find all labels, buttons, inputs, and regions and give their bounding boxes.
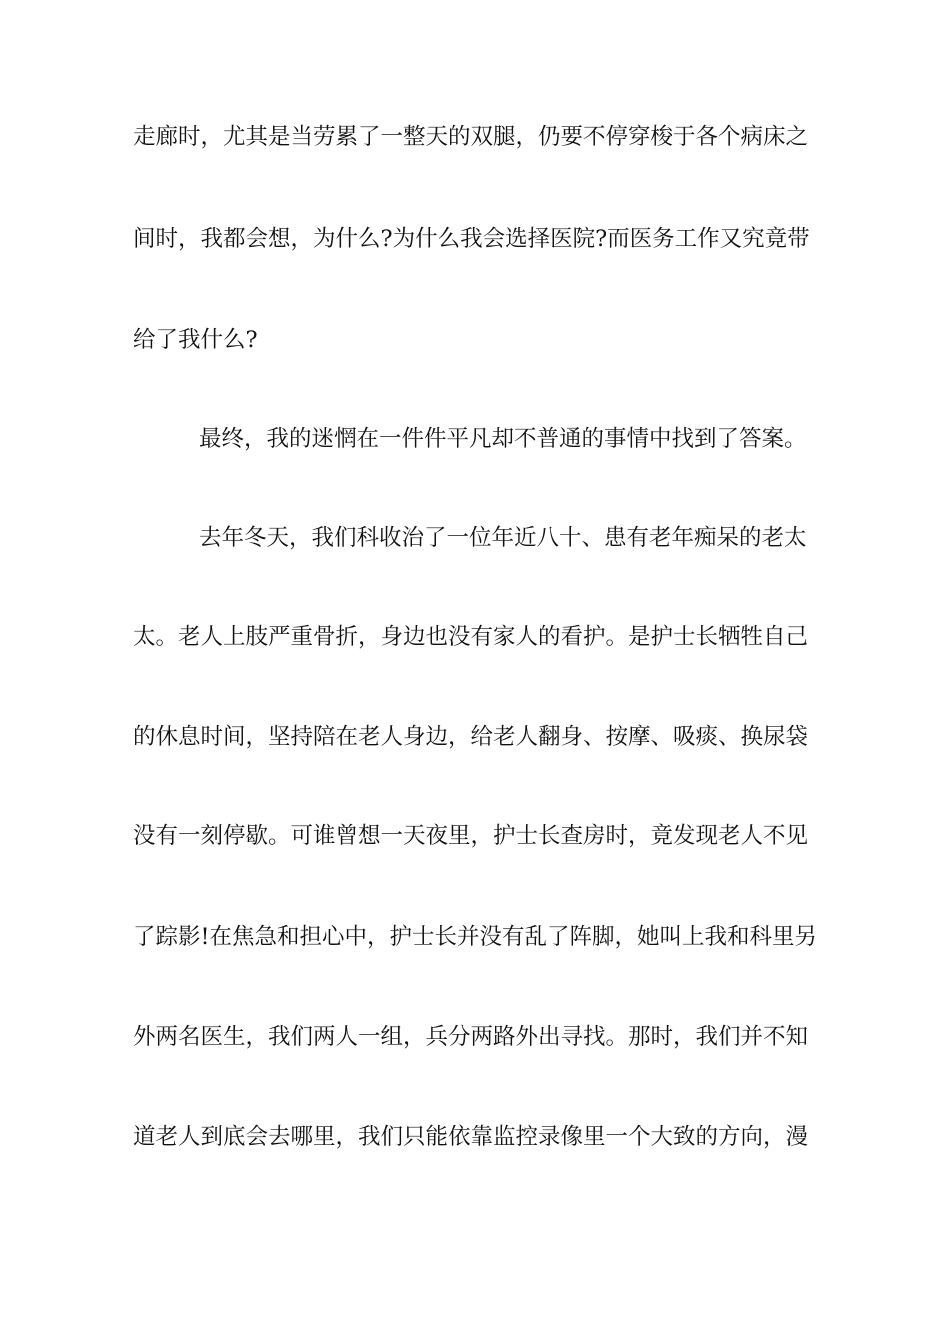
paragraph-first-line: 最终，我的迷惘在一件件平凡却不普通的事情中找到了答案。 bbox=[199, 426, 807, 452]
text-line: 太。老人上肢严重骨折，身边也没有家人的看护。是护士长牺牲自己 bbox=[133, 624, 809, 650]
paragraph-first-line: 去年冬天，我们科收治了一位年近八十、患有老年痴呆的老太 bbox=[199, 525, 807, 551]
text-line: 间时，我都会想，为什么?为什么我会选择医院?而医务工作又究竟带 bbox=[133, 226, 810, 252]
text-line: 的休息时间，坚持陪在老人身边，给老人翻身、按摩、吸痰、换尿袋 bbox=[133, 724, 809, 750]
text-line: 走廊时，尤其是当劳累了一整天的双腿，仍要不停穿梭于各个病床之 bbox=[133, 124, 809, 150]
text-line: 给了我什么? bbox=[133, 327, 258, 353]
text-line: 了踪影!在焦急和担心中，护士长并没有乱了阵脚，她叫上我和科里另 bbox=[133, 924, 818, 950]
text-line: 没有一刻停歇。可谁曾想一天夜里，护士长查房时，竟发现老人不见 bbox=[133, 823, 809, 849]
text-line: 外两名医生，我们两人一组，兵分两路外出寻找。那时，我们并不知 bbox=[133, 1024, 809, 1050]
text-line: 道老人到底会去哪里，我们只能依靠监控录像里一个大致的方向，漫 bbox=[133, 1124, 809, 1150]
